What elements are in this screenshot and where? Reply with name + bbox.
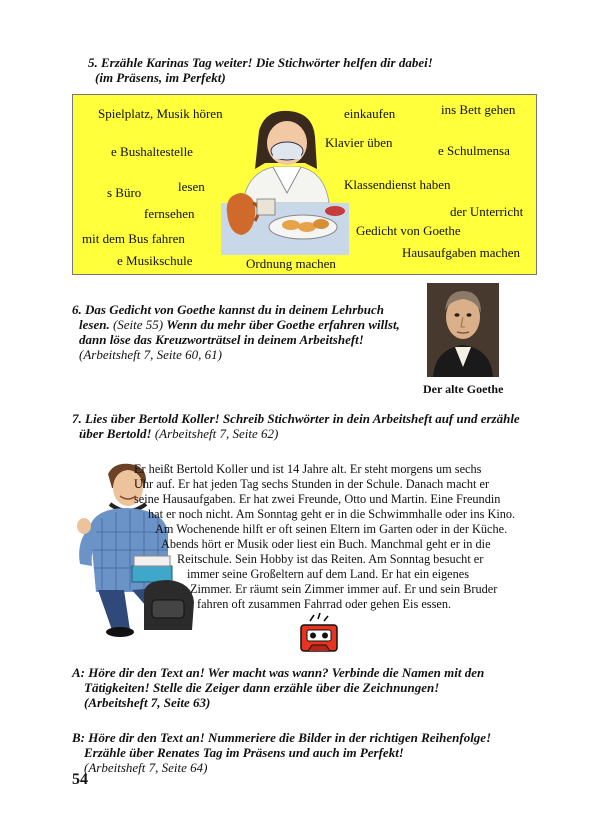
story-line-8: immer seine Großeltern auf dem Land. Er hat ein eigenes <box>187 567 470 581</box>
word-unterricht: der Unterricht <box>450 204 524 219</box>
page-number: 54 <box>72 771 88 788</box>
word-einkaufen: einkaufen <box>344 106 396 121</box>
goethe-caption: Der alte Goethe <box>423 382 504 396</box>
task-6-line-1: 6. Das Gedicht von Goethe kannst du in deinem Lehrbuch <box>72 302 385 317</box>
goethe-portrait <box>427 283 499 377</box>
word-klavier: Klavier üben <box>325 135 393 150</box>
story-line-3: seine Hausaufgaben. Er hat zwei Freunde, Otto und Martin. Eine Freundin <box>134 492 501 506</box>
cassette-icon <box>298 613 340 655</box>
task-6-line-4: (Arbeitsheft 7, Seite 60, 61) <box>79 347 222 362</box>
story-line-4: hat er noch nicht. Am Sonntag geht er in die Schwimmhalle oder ins Kino. <box>148 507 516 521</box>
word-gedicht: Gedicht von Goethe <box>356 223 461 238</box>
girl-breakfast-illustration <box>221 103 349 255</box>
story-line-2: Uhr auf. Er hat jeden Tag sechs Stunden in der Schule. Danach macht er <box>134 477 490 491</box>
task-7-line-1: 7. Lies über Bertold Koller! Schreib Stichwörter in dein Arbeitsheft auf und erzähle <box>72 411 520 426</box>
story-line-7: Reitschule. Sein Hobby ist das Reiten. Am Sonntag besucht er <box>177 552 484 566</box>
task-a-heading <box>72 665 484 710</box>
task-7-heading <box>72 411 520 441</box>
word-klassendienst: Klassendienst haben <box>344 177 451 192</box>
word-fernsehen: fernsehen <box>144 206 195 221</box>
story-line-6: Abends hört er Musik oder liest ein Buch. Manchmal geht er in die <box>161 537 491 551</box>
word-ordnung: Ordnung machen <box>246 256 336 271</box>
task-6-line-2: lesen. (Seite 55) Wenn du mehr über Goethe erfahren willst, <box>79 317 400 332</box>
story-line-9: Zimmer. Er räumt sein Zimmer immer auf. Er und sein Bruder <box>190 582 498 596</box>
word-ins-bett: ins Bett gehen <box>441 102 516 117</box>
word-hausaufgaben: Hausaufgaben machen <box>402 245 521 260</box>
task-a-line-1: A: Höre dir den Text an! Wer macht was wann? Verbinde die Namen mit den <box>72 665 485 680</box>
task-b-line-3: (Arbeitsheft 7, Seite 64) <box>84 760 208 775</box>
story-line-5: Am Wochenende hilft er oft seinen Eltern im Garten oder in der Küche. <box>155 522 508 536</box>
task-6-heading <box>72 302 400 362</box>
task-b-line-1: B: Höre dir den Text an! Nummeriere die Bilder in der richtigen Reihenfolge! <box>72 730 492 745</box>
task-a-line-3: (Arbeitsheft 7, Seite 63) <box>84 695 211 710</box>
story-line-1: Er heißt Bertold Koller und ist 14 Jahre alt. Er steht morgens um sechs <box>134 462 482 476</box>
task-6-line-3: dann löse das Kreuzworträtsel in deinem Arbeitsheft! <box>79 332 364 347</box>
word-bus-fahren: mit dem Bus fahren <box>82 231 185 246</box>
word-spielplatz: Spielplatz, Musik hören <box>98 106 223 121</box>
task-a-line-2: Tätigkeiten! Stelle die Zeiger dann erzähle über die Zeichnungen! <box>84 680 440 695</box>
word-musikschule: e Musikschule <box>117 253 193 268</box>
word-buero: s Büro <box>107 185 142 200</box>
task-b-line-2: Erzähle über Renates Tag im Präsens und auch im Perfekt! <box>84 745 404 760</box>
task-5-line-1: 5. Erzähle Karinas Tag weiter! Die Stichwörter helfen dir dabei! <box>88 55 433 70</box>
keyword-box <box>72 94 537 275</box>
word-bushaltestelle: e Bushaltestelle <box>111 144 193 159</box>
task-5-heading <box>88 55 433 85</box>
word-schulmensa: e Schulmensa <box>438 143 510 158</box>
task-7-line-2: über Bertold! (Arbeitsheft 7, Seite 62) <box>79 426 279 441</box>
task-b-heading <box>72 730 491 775</box>
word-lesen: lesen <box>178 179 205 194</box>
story-line-10: fahren oft zusammen Fahrrad oder gehen Eis essen. <box>197 597 452 611</box>
task-5-line-2: (im Präsens, im Perfekt) <box>95 70 226 85</box>
